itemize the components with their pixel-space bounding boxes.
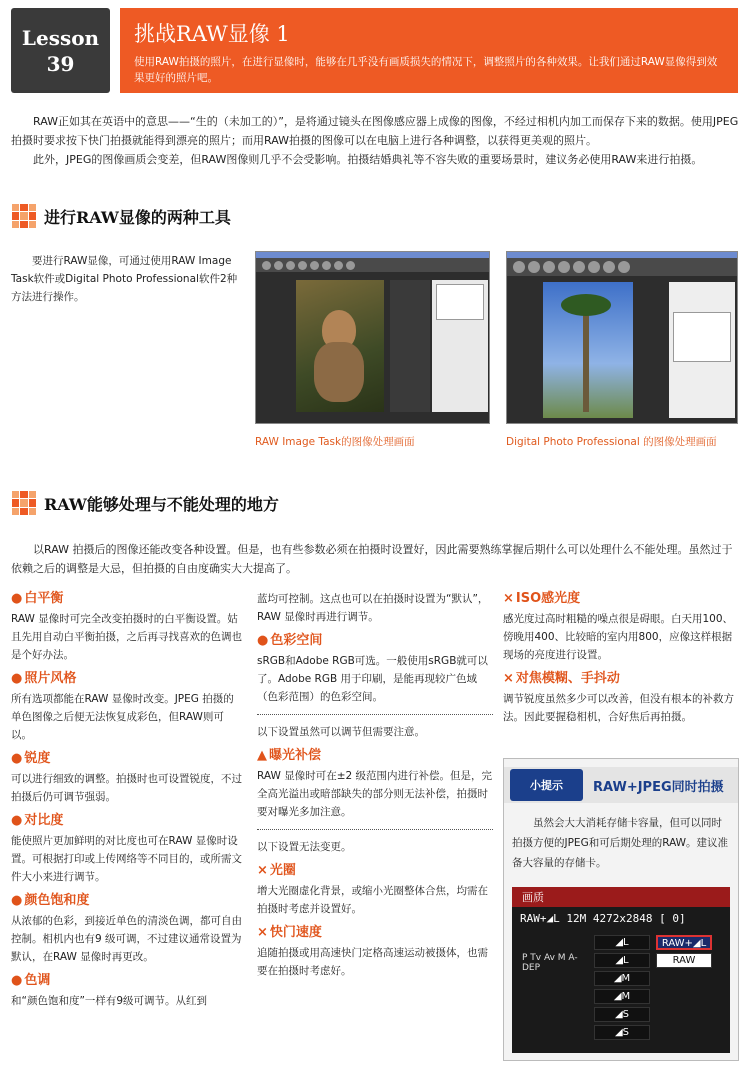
tools-text: 要进行RAW显像，可通过使用RAW Image Task软件或Digital Photo Professional软件2种方法进行操作。	[11, 255, 238, 303]
item-iso: × ISO感光度 感光度过高时粗糙的噪点很是碍眼。白天用100、傍晚用400、比较暗的室内用800，应像这样根据现场的亮度进行设置。	[503, 591, 734, 661]
item-white-balance: ● 白平衡 RAW 显像时可完全改变拍摄时的白平衡设置。姑且先用自动白平衡拍摄，之后再寻找喜欢的色调也是个好办法。	[11, 591, 242, 661]
title-banner	[120, 8, 738, 93]
mode-dial: P Tv Av M A-DEP	[522, 953, 578, 973]
item-focus-blur: × 对焦模糊、手抖动 调节锐度虽然多少可以改善，但没有根本的补救方法。因此要握稳相机，合好焦后再拍摄。	[503, 671, 734, 723]
intro-para-1: RAW正如其在英语中的意思——“生的（未加工的）”，是将通过镜头在图像感应器上成像的图像，不经过相机内加工而保存下来的数据。使用JPEG拍摄时要求按下快门拍摄就能得到漂亮的照片；而用RAW拍摄的图像可以在电脑上进行各种调整，以获得更美观的照片。	[11, 115, 739, 147]
option-cell[interactable]: RAW	[656, 953, 712, 968]
column-2	[257, 590, 493, 986]
item-exposure: ▲ 曝光补偿 RAW 显像时可在±2 级范围内进行补偿。但是，完全高光溢出或暗部缺失的部分则无法补偿，拍摄时要对曝光多加注意。	[257, 748, 493, 818]
caption-raw-image-task: RAW Image Task的图像处理画面	[255, 436, 415, 448]
item-shutter: × 快门速度 追随拍摄或用高速快门定格高速运动被摄体，也需要在拍摄时考虑好。	[257, 925, 488, 977]
camera-menu-header: 画质	[512, 887, 730, 907]
section-heading-tools	[12, 204, 231, 228]
lesson-number: 39	[46, 52, 75, 76]
section-title-tools: 进行RAW显像的两种工具	[44, 207, 231, 227]
lesson-badge	[11, 8, 110, 93]
raw-intro-text: 以RAW 拍摄后的图像还能改变各种设置。但是，也有些参数必须在拍摄时设置好，因此需要熟练掌握后期什么可以处理什么不能处理。虽然过于依赖之后的调整是大忌，但拍摄的自由度确实大大提高了。	[11, 543, 733, 575]
column-3	[503, 590, 739, 732]
option-cell[interactable]: ◢L	[594, 935, 650, 950]
camera-current-setting: RAW+◢L 12M 4272x2848 [ 0]	[520, 912, 686, 925]
section-heading-raw	[12, 491, 279, 515]
note-unchangeable: 以下设置无法变更。	[257, 841, 352, 853]
option-cell[interactable]: ◢S	[594, 1025, 650, 1040]
intro-text	[11, 112, 739, 169]
monkey-photo	[296, 280, 384, 412]
item-color-space: ● 色彩空间 sRGB和Adobe RGB可选。一般使用sRGB就可以了。Adobe RGB 用于印刷，是能再现较广色域（色彩范围）的色彩空间。	[257, 633, 488, 703]
note-caution: 以下设置虽然可以调节但需要注意。	[257, 726, 425, 738]
item-aperture: × 光圈 增大光圈虚化背景，或缩小光圈整体合焦，均需在拍摄时考虑并设置好。	[257, 863, 488, 915]
option-cell[interactable]: ◢M	[594, 971, 650, 986]
tip-box	[503, 758, 739, 1061]
raw-image-task-screenshot	[255, 251, 490, 424]
item-sharpness: ● 锐度 可以进行细致的调整。拍摄时也可设置锐度，不过拍摄后仍可调节强弱。	[11, 751, 242, 803]
item-saturation: ● 颜色饱和度 从浓郁的色彩，到接近单色的清淡色调，都可自由控制。相机内也有9 级可调，不过建议通常设置为默认，在RAW 显像时再更改。	[11, 893, 242, 963]
option-cell[interactable]: ◢L	[594, 953, 650, 968]
quality-options	[594, 935, 722, 1043]
column-1	[11, 590, 244, 1016]
section-title-raw: RAW能够处理与不能处理的地方	[44, 494, 279, 514]
palm-tree-photo	[543, 282, 633, 418]
color-tone-cont: 蓝均可控制。这点也可以在拍摄时设置为“默认”，RAW 显像时再进行调节。	[257, 593, 489, 623]
page-title: 挑战RAW显像 1	[134, 22, 290, 46]
grid-icon	[12, 204, 36, 228]
caption-dpp: Digital Photo Professional 的图像处理画面	[506, 436, 717, 448]
tip-text: 虽然会大大消耗存储卡容量，但可以同时拍摄方便的JPEG和可后期处理的RAW。建议准备大容量的存储卡。	[512, 817, 729, 869]
tip-title: RAW+JPEG同时拍摄	[593, 779, 724, 795]
option-cell[interactable]: ◢S	[594, 1007, 650, 1022]
grid-icon	[12, 491, 36, 515]
page-subtitle: 使用RAW拍摄的照片，在进行显像时，能够在几乎没有画质损失的情况下，调整照片的各种效果。让我们通过RAW显像得到效果更好的照片吧。	[134, 56, 718, 84]
camera-menu-screen	[512, 887, 730, 1053]
option-cell[interactable]: ◢M	[594, 989, 650, 1004]
tip-badge: 小提示	[510, 769, 583, 801]
lesson-label: Lesson	[21, 26, 100, 50]
option-cell-selected[interactable]: RAW+◢L	[656, 935, 712, 950]
item-contrast: ● 对比度 能使照片更加鲜明的对比度也可在RAW 显像时设置。可根据打印或上传网络等不同目的，或所需文件大小来进行调节。	[11, 813, 242, 883]
item-picture-style: ● 照片风格 所有选项都能在RAW 显像时改变。JPEG 拍摄的单色图像之后便无法恢复成彩色，但RAW则可以。	[11, 671, 234, 741]
item-color-tone: ● 色调 和“颜色饱和度”一样有9级可调节。从红到	[11, 973, 208, 1007]
intro-para-2: 此外，JPEG的图像画质会变差，但RAW图像则几乎不会受影响。拍摄结婚典礼等不容失败的重要场景时，建议务必使用RAW来进行拍摄。	[33, 153, 703, 166]
dpp-screenshot	[506, 251, 738, 424]
